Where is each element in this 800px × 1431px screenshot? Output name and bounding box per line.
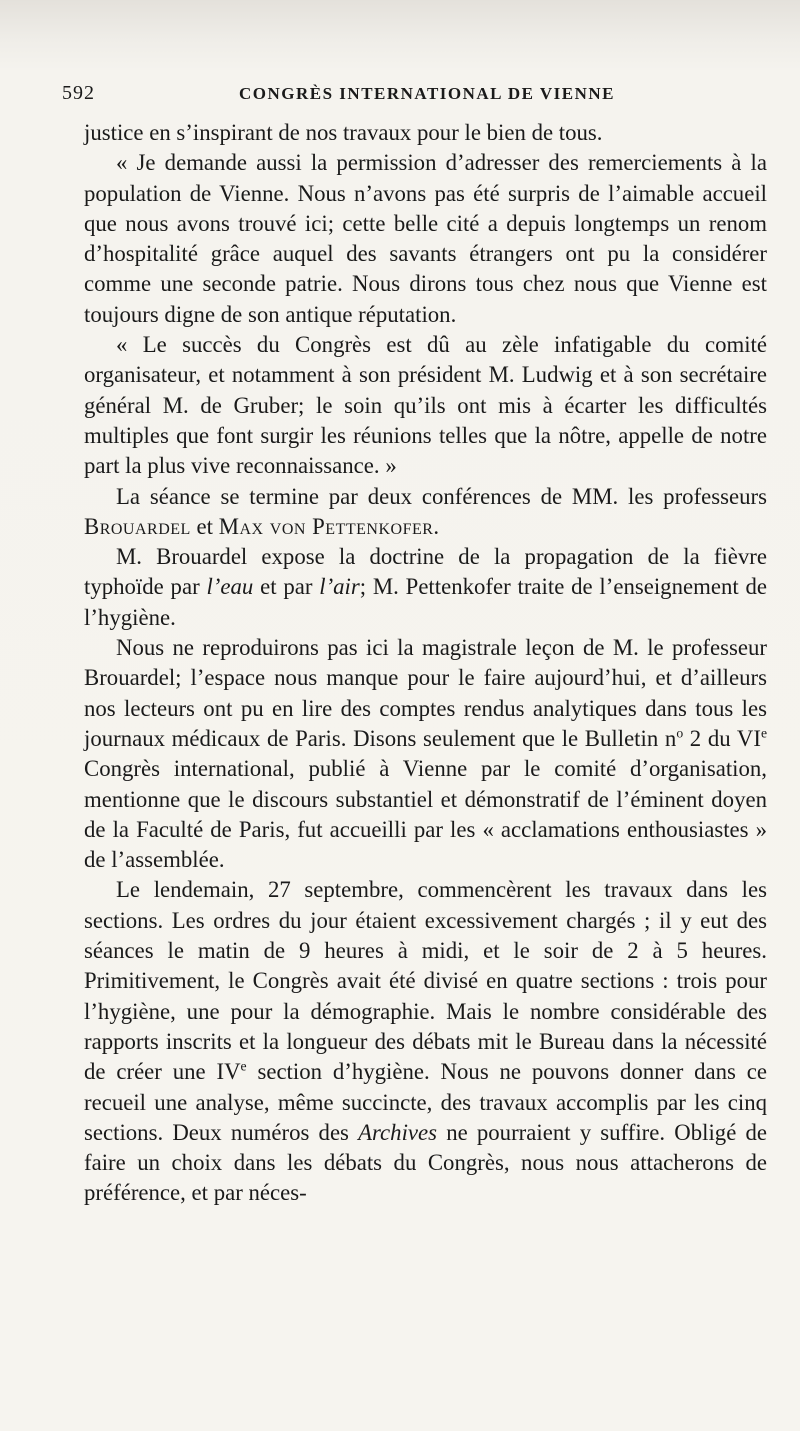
running-title: CONGRÈS INTERNATIONAL DE VIENNE (238, 84, 616, 103)
author-name: Max von Pettenkofer (218, 513, 434, 539)
paragraph-text: Le lendemain, 27 septembre, commencèrent les travaux dans les sections. Les ordres du jour étaient excessivement chargés ; il y eut des séances le matin de 9 heures à midi, et le soir de 2 à 5 heures. Primitivement, le Congrès avait été divisé en quatre sections : trois pour l’hygiène, une pour la démographie. Mais le nombre considérable des rapports inscrits et la longueur des débats mit le Bureau dans la nécessité de créer une IV (84, 877, 767, 1085)
paragraph-text: « Je demande aussi la permission d’adresser des remerciements à la population de Vienne. Nous n’avons pas été surpris de l’aimable accueil que nous avons trouvé ici; cette belle cité a depuis longtemps un renom d’hospitalité grâce auquel des savants étrangers ont pu la considérer comme une seconde patrie. Nous dirons tous chez nous que Vienne est toujours digne de son antique réputation. (84, 150, 767, 327)
paragraph (84, 633, 767, 875)
italic-term: Archives (358, 1119, 438, 1145)
paragraph-text: « Le succès du Congrès est dû au zèle infatigable du comité organisateur, et notamment à son président M. Ludwig et à son secrétaire général M. de Gruber; le soin qu’ils ont mis à écarter les difficultés multiples que font surgir les réunions telles que la nôtre, appelle de notre part la plus vive reconnaissance. » (84, 332, 767, 479)
italic-term: l’eau (206, 574, 254, 600)
superscript: o (676, 725, 684, 741)
paragraph-text: ne pourraient y suffire. Obligé de faire un choix dans les débats du Congrès, nous nous attacherons de préférence, et par néces- (84, 1119, 768, 1206)
paragraph-text: . (433, 513, 440, 539)
paragraph-text: et (190, 513, 219, 539)
paragraph (84, 148, 767, 330)
italic-term: l’air (319, 574, 360, 600)
paragraph-text: La séance se termine par deux conférences de MM. les professeurs (116, 483, 767, 509)
paragraph (84, 482, 767, 543)
paragraph (84, 875, 767, 1208)
page-header (62, 82, 762, 112)
superscript: e (760, 725, 767, 741)
paragraph-text: ; M. Pettenkofer traite de l’enseignement de l’hygiène. (84, 574, 767, 630)
body-text (84, 118, 767, 1209)
author-name: Brouardel (84, 513, 191, 539)
paragraph (84, 542, 767, 633)
page-number: 592 (62, 82, 95, 104)
paragraph-text: et par (253, 574, 320, 600)
paragraph-text: Congrès international, publié à Vienne par le comité d’organisation, mentionne que le discours substantiel et démonstratif de l’éminent doyen de la Faculté de Paris, fut accueilli par les « acclamations enthousiastes » de l’assemblée. (84, 756, 767, 873)
paragraph-text: 2 du VI (683, 725, 761, 751)
paragraph-text: justice en s’inspirant de nos travaux pour le bien de tous. (84, 120, 603, 145)
paragraph (84, 118, 767, 148)
paragraph-text: section d’hygiène. Nous ne pouvons donner dans ce recueil une analyse, même succincte, des travaux accomplis par les cinq sections. Deux numéros des (84, 1059, 767, 1145)
paragraph-text: Nous ne reproduirons pas ici la magistrale leçon de M. le professeur Brouardel; l’espace nous manque pour le faire aujourd’hui, et d’ailleurs nos lecteurs ont pu en lire des comptes rendus analytiques dans tous les journaux médicaux de Paris. Disons seulement que le Bulletin n (84, 635, 767, 751)
paragraph-text: M. Brouardel expose la doctrine de la propagation de la fièvre typhoïde par (84, 544, 767, 600)
paragraph (84, 330, 767, 481)
superscript: e (240, 1058, 247, 1074)
